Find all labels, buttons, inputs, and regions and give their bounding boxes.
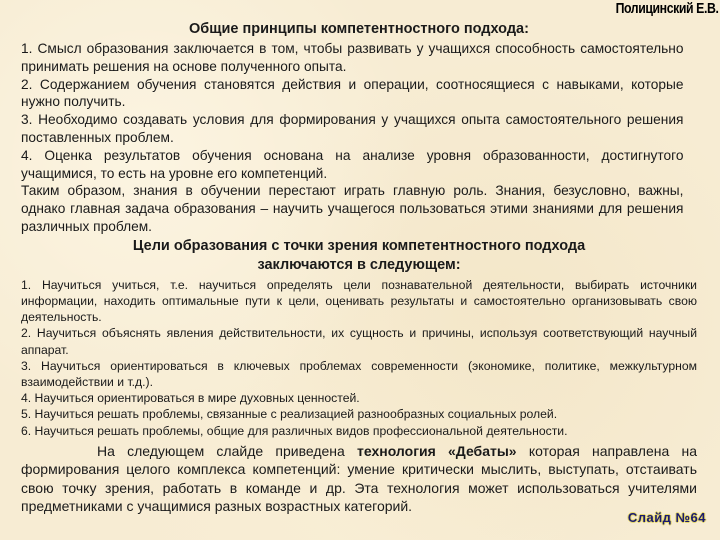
- closing-highlight: технология «Дебаты»: [357, 442, 517, 459]
- principles-summary: Таким образом, знания в обучении перестают играть главную роль. Знания, безусловно, важны, однако главная задача образования – научить учащегося пользоваться этими знаниями для решения различных проблем.: [21, 182, 684, 234]
- author-name: Полицинский Е.В.: [615, 0, 718, 17]
- slide-number-label: Слайд №64: [627, 510, 706, 525]
- goals-title: [21, 237, 697, 275]
- goal-item: 3. Научиться ориентироваться в ключевых проблемах современности (экономике, политике, межкультурном взаимодействии и т.д.).: [21, 358, 697, 389]
- principles-title: Общие принципы компетентностного подхода:: [189, 21, 529, 37]
- goals-list: [21, 277, 697, 439]
- goals-title-line1: Цели образования с точки зрения компетентностного подхода: [132, 237, 586, 254]
- goal-item: 6. Научиться решать проблемы, общие для различных видов профессиональной деятельности.: [21, 423, 568, 438]
- goal-item: 5. Научиться решать проблемы, связанные с реализацией разнообразных социальных ролей.: [21, 407, 558, 422]
- slide-content: [21, 20, 697, 516]
- closing-paragraph: [21, 442, 697, 516]
- principle-item: 2. Содержанием обучения становятся действия и операции, соотносящиеся с навыками, которые нужно получить.: [21, 75, 684, 110]
- closing-after: которая направлена на формирования целого комплекса компетенций: умение критически мыслить, выступать, отстаивать свою точку зрения, работать в команде и др. Эта технология может использоваться учителями предметниками с учащимися разных возрастных категорий.: [21, 442, 697, 515]
- goal-item: 2. Научиться объяснять явления действительности, их сущность и причины, используя соответствующий научный аппарат.: [21, 326, 697, 357]
- principle-item: 1. Смысл образования заключается в том, чтобы развивать у учащихся способность самостоятельно принимать решения на основе полученного опыта.: [21, 40, 684, 74]
- goal-item: 1. Научиться учиться, т.е. научиться определять цели познавательной деятельности, выбирать источники информации, находить оптимальные пути к цели, оценивать результаты и самостоятельно организовывать свою деятельность.: [21, 277, 697, 325]
- closing-before: На следующем слайде приведена: [97, 442, 358, 459]
- goals-title-line2: заключаются в следующем:: [257, 256, 461, 273]
- principle-item: 3. Необходимо создавать условия для формирования у учащихся опыта самостоятельного решения поставленных проблем.: [21, 111, 684, 145]
- goal-item: 4. Научиться ориентироваться в мире духовных ценностей.: [21, 391, 360, 406]
- principle-item: 4. Оценка результатов обучения основана на анализе уровня образованности, достигнутого учащимися, то есть на уровне его компетенций.: [21, 146, 684, 181]
